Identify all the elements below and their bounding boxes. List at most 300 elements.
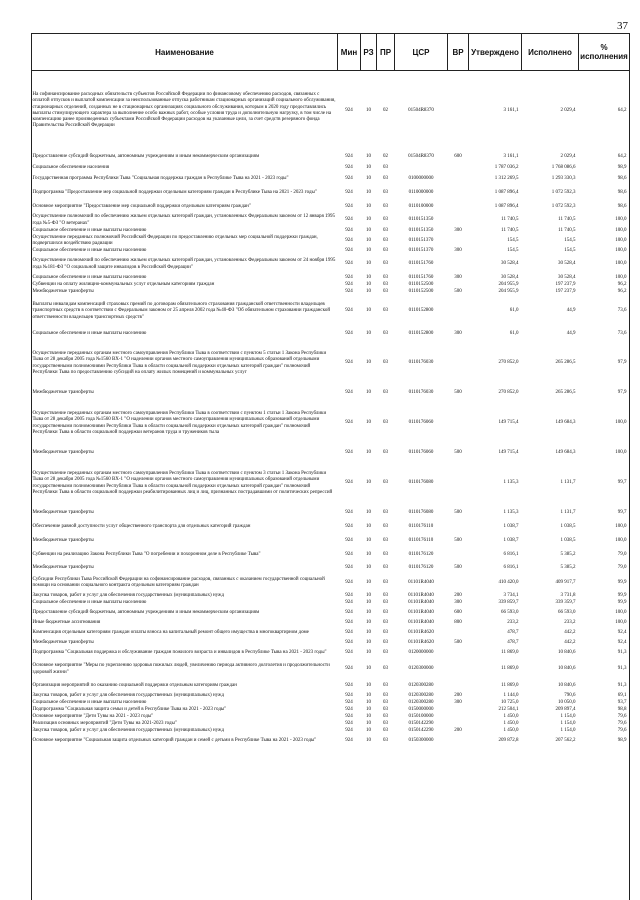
cell-name: Основное мероприятие "Дети Тувы на 2021 - 2023 годы" bbox=[32, 713, 154, 719]
cell-pr: 03 bbox=[383, 727, 388, 733]
cell-name: Социальное обеспечение и иные выплаты населению bbox=[32, 227, 147, 233]
cell-rz: 10 bbox=[366, 247, 371, 253]
cell-name: Осуществление переданных органам местного самоуправления Республики Тыва в соответствии с пунктом 1 статьи 1 Закона Республики Тыва от 28 декабря 2005 года №1560 ВХ-1 "О наделении органов местного самоуправления муниципальных образований отдельными государственными полномочиями Республики Тыва в области социальной поддержки отдельных категорий граждан" полномочий Республики Тыва в области социальной поддержки ветеранов труда и тружеников тыла bbox=[32, 411, 327, 435]
cell-vr bbox=[448, 201, 469, 214]
cell-executed: 66 593,0 bbox=[558, 609, 576, 615]
cell-executed: 1 072 592,3 bbox=[551, 189, 576, 195]
cell-executed: 10 840,6 bbox=[558, 666, 576, 672]
cell-vr: 200 bbox=[454, 727, 462, 733]
table-row bbox=[32, 201, 630, 214]
cell-vr bbox=[448, 235, 469, 248]
cell-vr: 500 bbox=[454, 510, 462, 516]
cell-executed: 409 917,7 bbox=[555, 579, 576, 585]
cell-approved: 6 816,1 bbox=[503, 564, 519, 570]
cell-approved: 204 955,9 bbox=[498, 281, 519, 287]
table-row bbox=[32, 647, 630, 660]
cell-approved: 1 450,0 bbox=[503, 720, 519, 726]
cell-percent: 97,9 bbox=[617, 360, 627, 366]
cell-pr: 03 bbox=[383, 552, 388, 558]
cell-csr: 0110176030 bbox=[408, 390, 434, 396]
cell-percent: 98,9 bbox=[617, 164, 627, 170]
cell-percent: 79,0 bbox=[617, 552, 627, 558]
cell-csr: 0110176060 bbox=[408, 450, 434, 456]
cell-percent: 79,6 bbox=[617, 720, 627, 726]
cell-pr: 03 bbox=[383, 639, 388, 645]
table-row bbox=[32, 289, 630, 296]
cell-rz: 10 bbox=[366, 649, 371, 655]
cell-min: 924 bbox=[345, 308, 353, 314]
table-row bbox=[32, 680, 630, 693]
cell-percent: 99,9 bbox=[617, 579, 627, 585]
header-vr: ВР bbox=[448, 34, 469, 71]
table-row bbox=[32, 700, 630, 707]
cell-name: Основное мероприятие "Меры по укреплению здоровья пожилых людей, увеличению периода активного долголетия и продолжительности здоровой жизни" bbox=[32, 663, 330, 675]
cell-executed: 442,2 bbox=[564, 639, 576, 645]
cell-executed: 30 528,4 bbox=[558, 261, 576, 267]
cell-rz: 10 bbox=[366, 330, 371, 336]
cell-percent: 64,2 bbox=[617, 153, 627, 159]
cell-approved: 1 787 036,2 bbox=[494, 164, 519, 170]
cell-min: 924 bbox=[345, 274, 353, 280]
cell-pr: 03 bbox=[383, 360, 388, 366]
cell-vr bbox=[448, 721, 469, 728]
cell-executed: 1 072 592,3 bbox=[551, 203, 576, 209]
cell-pr: 03 bbox=[383, 330, 388, 336]
cell-percent: 100,0 bbox=[615, 420, 627, 426]
cell-vr: 500 bbox=[454, 639, 462, 645]
cell-min: 924 bbox=[345, 153, 353, 159]
cell-min: 924 bbox=[345, 175, 353, 181]
table-header-row bbox=[32, 34, 630, 71]
cell-pr: 03 bbox=[383, 629, 388, 635]
cell-name: Субсидии Республики Тыва Российской Федерации на софинансирование расходов, связанных с оказанием государственной социальной помощи на основании социального контракта отдельным категориям граждан bbox=[32, 576, 325, 588]
cell-vr bbox=[448, 714, 469, 721]
cell-vr bbox=[448, 401, 469, 447]
cell-vr bbox=[448, 255, 469, 275]
cell-percent: 100,0 bbox=[615, 237, 627, 243]
cell-percent: 98,9 bbox=[617, 737, 627, 743]
cell-name: Межбюджетные трансферты bbox=[32, 538, 94, 544]
cell-approved: 10 725,0 bbox=[501, 699, 519, 705]
cell-csr: 0110176030 bbox=[408, 360, 434, 366]
cell-executed: 1 154,0 bbox=[560, 720, 576, 726]
cell-csr: 01101R4040 bbox=[408, 619, 434, 625]
cell-name: Основное мероприятие "Предоставление мер социальной поддержки отдельным категориям граждан" bbox=[32, 203, 251, 209]
cell-vr bbox=[448, 574, 469, 593]
cell-vr bbox=[448, 341, 469, 387]
cell-pr: 03 bbox=[383, 274, 388, 280]
cell-rz: 10 bbox=[366, 217, 371, 223]
cell-name: Субвенции на реализацию Закона Республики Тыва "О погребении и похоронном деле в Республике Тыва" bbox=[32, 552, 261, 558]
cell-vr bbox=[448, 296, 469, 328]
cell-min: 924 bbox=[345, 727, 353, 733]
cell-csr: 01504R8370 bbox=[408, 107, 434, 113]
cell-min: 924 bbox=[345, 619, 353, 625]
cell-percent: 96,2 bbox=[617, 281, 627, 287]
cell-pr: 03 bbox=[383, 480, 388, 486]
cell-executed: 149 684,3 bbox=[555, 420, 576, 426]
cell-percent: 73,6 bbox=[617, 308, 627, 314]
cell-pr: 03 bbox=[383, 510, 388, 516]
table-row bbox=[32, 714, 630, 721]
cell-pr: 03 bbox=[383, 720, 388, 726]
table-row bbox=[32, 593, 630, 600]
cell-rz: 10 bbox=[366, 203, 371, 209]
cell-name: Межбюджетные трансферты bbox=[32, 390, 94, 396]
header-rz: РЗ bbox=[361, 34, 377, 71]
cell-executed: 154,5 bbox=[564, 247, 576, 253]
cell-approved: 478,7 bbox=[507, 639, 519, 645]
cell-name: Межбюджетные трансферты bbox=[32, 510, 94, 516]
cell-csr: 0110176060 bbox=[408, 420, 434, 426]
cell-name: Подпрограмма "Социальная защита семьи и детей в Республике Тыва на 2021 - 2023 годы" bbox=[32, 706, 227, 712]
cell-pr: 03 bbox=[383, 450, 388, 456]
cell-name: Социальное обеспечение и иные выплаты населению bbox=[32, 699, 147, 705]
cell-rz: 10 bbox=[366, 706, 371, 712]
cell-pr: 03 bbox=[383, 706, 388, 712]
table-row bbox=[32, 707, 630, 714]
cell-percent: 79,6 bbox=[617, 713, 627, 719]
cell-name: Иные бюджетные ассигнования bbox=[32, 619, 101, 625]
cell-approved: 1 450,0 bbox=[503, 713, 519, 719]
cell-name: Субвенции на оплату жилищно-коммунальных услуг отдельным категориям граждан bbox=[32, 281, 215, 287]
cell-pr: 03 bbox=[383, 737, 388, 743]
cell-vr: 300 bbox=[454, 330, 462, 336]
cell-approved: 30 528,4 bbox=[501, 261, 519, 267]
cell-name: Компенсация отдельным категориям граждан оплаты взноса на капитальный ремонт общего имущества в многоквартирном доме bbox=[32, 629, 309, 635]
cell-percent: 96,2 bbox=[617, 288, 627, 294]
cell-min: 924 bbox=[345, 524, 353, 530]
cell-name: Подпрограмма "Предоставление мер социальной поддержки отдельным категориям граждан в Республике Тыва на 2021 - 2023 годы" bbox=[32, 189, 317, 195]
header-pr: ПР bbox=[377, 34, 395, 71]
table-row bbox=[32, 447, 630, 461]
cell-executed: 1 131,7 bbox=[560, 480, 576, 486]
cell-min: 924 bbox=[345, 666, 353, 672]
cell-csr: 0120300280 bbox=[408, 692, 434, 698]
table-row bbox=[32, 275, 630, 282]
cell-rz: 10 bbox=[366, 510, 371, 516]
cell-min: 924 bbox=[345, 538, 353, 544]
cell-pr: 03 bbox=[383, 692, 388, 698]
header-name: Наименование bbox=[32, 34, 338, 71]
cell-executed: 44,9 bbox=[566, 308, 576, 314]
cell-vr bbox=[448, 164, 469, 173]
table-row bbox=[32, 620, 630, 627]
cell-executed: 149 684,3 bbox=[555, 450, 576, 456]
cell-vr bbox=[448, 186, 469, 201]
cell-rz: 10 bbox=[366, 274, 371, 280]
cell-approved: 154,5 bbox=[507, 237, 519, 243]
cell-percent: 91,3 bbox=[617, 649, 627, 655]
cell-approved: 61,0 bbox=[509, 330, 519, 336]
cell-percent: 100,0 bbox=[615, 227, 627, 233]
cell-name: Обеспечение равной доступности услуг общественного транспорта для отдельных категорий граждан bbox=[32, 524, 251, 530]
cell-csr: 0110152500 bbox=[408, 281, 434, 287]
cell-min: 924 bbox=[345, 261, 353, 267]
cell-csr: 0110152800 bbox=[408, 330, 434, 336]
cell-vr bbox=[448, 521, 469, 535]
cell-rz: 10 bbox=[366, 713, 371, 719]
cell-pr: 03 bbox=[383, 524, 388, 530]
header-csr: ЦСР bbox=[395, 34, 448, 71]
cell-rz: 10 bbox=[366, 619, 371, 625]
cell-rz: 10 bbox=[366, 281, 371, 287]
cell-percent: 100,0 bbox=[615, 217, 627, 223]
cell-min: 924 bbox=[345, 450, 353, 456]
cell-name: Основное мероприятие "Социальная защита отдельных категорий граждан и семей с детьми в Республике Тыва на 2021 - 2023 годы" bbox=[32, 737, 317, 743]
cell-approved: 410 420,0 bbox=[498, 579, 519, 585]
cell-approved: 154,5 bbox=[507, 247, 519, 253]
header-executed: Исполнено bbox=[522, 34, 579, 71]
cell-csr: 0110151370 bbox=[408, 237, 434, 243]
cell-csr: 0120300280 bbox=[408, 682, 434, 688]
cell-rz: 10 bbox=[366, 480, 371, 486]
cell-min: 924 bbox=[345, 552, 353, 558]
table-row bbox=[32, 535, 630, 549]
cell-executed: 2 029,4 bbox=[560, 107, 576, 113]
cell-executed: 11 740,5 bbox=[558, 217, 576, 223]
cell-rz: 10 bbox=[366, 639, 371, 645]
cell-percent: 100,0 bbox=[615, 261, 627, 267]
cell-approved: 209 872,8 bbox=[498, 737, 519, 743]
cell-min: 924 bbox=[345, 579, 353, 585]
table-row bbox=[32, 461, 630, 507]
cell-approved: 11 740,5 bbox=[501, 217, 519, 223]
cell-vr: 800 bbox=[454, 619, 462, 625]
cell-approved: 1 087 896,4 bbox=[494, 203, 519, 209]
cell-executed: 3 731,8 bbox=[560, 592, 576, 598]
cell-csr: 01101R4620 bbox=[408, 639, 434, 645]
cell-pr: 03 bbox=[383, 564, 388, 570]
table-row bbox=[32, 721, 630, 728]
cell-rz: 10 bbox=[366, 420, 371, 426]
cell-pr: 03 bbox=[383, 420, 388, 426]
cell-percent: 79,0 bbox=[617, 564, 627, 570]
table-body bbox=[32, 71, 630, 748]
cell-pr: 03 bbox=[383, 203, 388, 209]
table-row bbox=[32, 600, 630, 607]
cell-percent: 99,7 bbox=[617, 480, 627, 486]
cell-rz: 10 bbox=[366, 599, 371, 605]
cell-vr: 300 bbox=[454, 227, 462, 233]
cell-csr: 0110176120 bbox=[408, 564, 434, 570]
cell-pr: 03 bbox=[383, 164, 388, 170]
cell-csr: 0110151760 bbox=[408, 261, 434, 267]
cell-csr: 01101R4040 bbox=[408, 599, 434, 605]
page-number: 37 bbox=[617, 20, 628, 32]
cell-percent: 98,6 bbox=[617, 189, 627, 195]
cell-rz: 10 bbox=[366, 692, 371, 698]
cell-min: 924 bbox=[345, 510, 353, 516]
cell-vr bbox=[448, 735, 469, 748]
table-row bbox=[32, 693, 630, 700]
cell-csr: 01101R4040 bbox=[408, 579, 434, 585]
cell-pr: 03 bbox=[383, 619, 388, 625]
cell-percent: 69,1 bbox=[617, 692, 627, 698]
cell-vr: 200 bbox=[454, 592, 462, 598]
cell-min: 924 bbox=[345, 330, 353, 336]
cell-pr: 03 bbox=[383, 649, 388, 655]
cell-pr: 03 bbox=[383, 308, 388, 314]
cell-name: Межбюджетные трансферты bbox=[32, 450, 94, 456]
cell-csr: 0110152800 bbox=[408, 308, 434, 314]
cell-name: Межбюджетные трансферты bbox=[32, 564, 94, 570]
cell-percent: 79,6 bbox=[617, 727, 627, 733]
cell-rz: 10 bbox=[366, 227, 371, 233]
cell-pr: 03 bbox=[383, 288, 388, 294]
cell-name: Осуществление переданных полномочий Российской Федерации по предоставлению отдельных мер социальной поддержки граждан, подвергшихся воздействию радиации bbox=[32, 234, 318, 246]
table-row bbox=[32, 71, 630, 151]
cell-name: Реализация основных мероприятий "Дети Тувы на 2021-2023 годы" bbox=[32, 720, 177, 726]
cell-pr: 03 bbox=[383, 175, 388, 181]
cell-percent: 64,2 bbox=[617, 107, 627, 113]
table-row bbox=[32, 627, 630, 640]
cell-approved: 1 450,0 bbox=[503, 727, 519, 733]
table-row bbox=[32, 387, 630, 401]
cell-rz: 10 bbox=[366, 237, 371, 243]
cell-approved: 233,2 bbox=[507, 619, 519, 625]
cell-min: 924 bbox=[345, 281, 353, 287]
cell-executed: 10 840,6 bbox=[558, 682, 576, 688]
cell-name: Закупка товаров, работ и услуг для обеспечения государственных (муниципальных) нужд bbox=[32, 592, 225, 598]
cell-approved: 212 504,1 bbox=[498, 706, 519, 712]
table-row bbox=[32, 282, 630, 289]
cell-csr: 01101R4040 bbox=[408, 609, 434, 615]
table-row bbox=[32, 549, 630, 563]
cell-name: Государственная программа Республики Тыва "Социальная поддержка граждан в Республике Тыва на 2021 - 2023 годы" bbox=[32, 175, 289, 181]
cell-rz: 10 bbox=[366, 164, 371, 170]
table-row bbox=[32, 507, 630, 521]
cell-min: 924 bbox=[345, 360, 353, 366]
cell-csr: 01504R8370 bbox=[408, 153, 434, 159]
cell-approved: 149 715,4 bbox=[498, 420, 519, 426]
cell-csr: 0120300280 bbox=[408, 699, 434, 705]
table-row bbox=[32, 214, 630, 228]
cell-executed: 790,6 bbox=[564, 692, 576, 698]
cell-rz: 10 bbox=[366, 666, 371, 672]
cell-rz: 10 bbox=[366, 288, 371, 294]
cell-pr: 03 bbox=[383, 261, 388, 267]
cell-min: 924 bbox=[345, 692, 353, 698]
cell-min: 924 bbox=[345, 564, 353, 570]
cell-pr: 03 bbox=[383, 699, 388, 705]
table-row bbox=[32, 164, 630, 173]
table-row bbox=[32, 228, 630, 235]
cell-executed: 1 293 330,3 bbox=[551, 175, 576, 181]
cell-approved: 149 715,4 bbox=[498, 450, 519, 456]
cell-min: 924 bbox=[345, 288, 353, 294]
cell-approved: 1 312 269,5 bbox=[494, 175, 519, 181]
cell-csr: 0110176120 bbox=[408, 552, 434, 558]
cell-name: Межбюджетные трансферты bbox=[32, 288, 94, 294]
cell-approved: 1 135,3 bbox=[503, 510, 519, 516]
cell-csr: 0110151350 bbox=[408, 227, 434, 233]
cell-vr: 500 bbox=[454, 538, 462, 544]
table-row bbox=[32, 173, 630, 186]
cell-percent: 100,0 bbox=[615, 619, 627, 625]
cell-approved: 11 740,5 bbox=[501, 227, 519, 233]
cell-csr: 0110176080 bbox=[408, 510, 434, 516]
cell-executed: 44,9 bbox=[566, 330, 576, 336]
cell-percent: 91,3 bbox=[617, 682, 627, 688]
cell-executed: 5 385,2 bbox=[560, 552, 576, 558]
cell-executed: 1 131,7 bbox=[560, 510, 576, 516]
cell-name: Осуществление переданных органам местного самоуправления Республики Тыва в соответствии с пунктом 3 статьи 1 Закона Республики Тыва от 28 декабря 2005 года №1560 ВХ-1 "О наделении органов местного самоуправления муниципальных образований отдельными государственными полномочиями Республики Тыва в области социальной поддержки отдельных категорий граждан" полномочий Республики Тыва в области социальной поддержки реабилитированных лиц и лиц, признанных пострадавшими от политических репрессий bbox=[32, 471, 333, 495]
cell-name: Межбюджетные трансферты bbox=[32, 639, 94, 645]
cell-rz: 10 bbox=[366, 538, 371, 544]
cell-name: Социальное обеспечение и иные выплаты населению bbox=[32, 599, 147, 605]
cell-name: Закупка товаров, работ и услуг для обеспечения государственных (муниципальных) нужд bbox=[32, 692, 225, 698]
cell-percent: 98,6 bbox=[617, 175, 627, 181]
cell-min: 924 bbox=[345, 390, 353, 396]
cell-min: 924 bbox=[345, 629, 353, 635]
cell-executed: 209 897,4 bbox=[555, 706, 576, 712]
table-row bbox=[32, 640, 630, 647]
cell-min: 924 bbox=[345, 107, 353, 113]
cell-pr: 03 bbox=[383, 599, 388, 605]
cell-min: 924 bbox=[345, 203, 353, 209]
cell-executed: 11 740,5 bbox=[558, 227, 576, 233]
cell-min: 924 bbox=[345, 713, 353, 719]
cell-min: 924 bbox=[345, 682, 353, 688]
cell-vr: 200 bbox=[454, 692, 462, 698]
cell-name: Осуществление полномочий по обеспечению жильем отдельных категорий граждан, установленных Федеральным законом от 24 ноября 1995 года №181-ФЗ "О социальной защите инвалидов в Российской Федерации" bbox=[32, 258, 336, 270]
cell-executed: 207 562,2 bbox=[555, 737, 576, 743]
cell-rz: 10 bbox=[366, 564, 371, 570]
cell-executed: 197 237,9 bbox=[555, 288, 576, 294]
cell-min: 924 bbox=[345, 737, 353, 743]
cell-approved: 1 087 896,4 bbox=[494, 189, 519, 195]
cell-csr: 0120000000 bbox=[408, 649, 434, 655]
table-row bbox=[32, 328, 630, 341]
cell-vr bbox=[448, 71, 469, 151]
cell-vr: 600 bbox=[454, 609, 462, 615]
cell-executed: 1 038,5 bbox=[560, 538, 576, 544]
cell-approved: 3 161,1 bbox=[503, 107, 519, 113]
cell-vr: 600 bbox=[454, 153, 462, 159]
cell-executed: 10 050,0 bbox=[558, 699, 576, 705]
cell-percent: 99,9 bbox=[617, 592, 627, 598]
cell-name: Социальное обеспечение и иные выплаты населению bbox=[32, 274, 147, 280]
cell-executed: 197 237,9 bbox=[555, 281, 576, 287]
cell-csr: 0110000000 bbox=[408, 189, 434, 195]
table-row bbox=[32, 248, 630, 255]
cell-min: 924 bbox=[345, 189, 353, 195]
cell-name: Осуществление полномочий по обеспечению жильем отдельных категорий граждан, установленных Федеральным законом от 12 января 1995 года №5-ФЗ "О ветеранах" bbox=[32, 214, 335, 226]
cell-min: 924 bbox=[345, 609, 353, 615]
table-row bbox=[32, 255, 630, 275]
cell-min: 924 bbox=[345, 480, 353, 486]
cell-percent: 100,0 bbox=[615, 247, 627, 253]
cell-pr: 02 bbox=[383, 107, 388, 113]
cell-pr: 02 bbox=[383, 153, 388, 159]
cell-percent: 99,7 bbox=[617, 510, 627, 516]
cell-vr bbox=[448, 549, 469, 563]
cell-pr: 03 bbox=[383, 217, 388, 223]
cell-name: На софинансирование расходных обязательств субъектов Российской Федерации по финансовому обеспечению расходов, связанных с оплатой отпусков и выплатой компенсации за неиспользованные отпуска работникам стационарных организаций социального обслуживания, стационарных отделений, созданных не в стационарных организациях социального обслуживания, которым в 2020 году предоставлялись выплаты стимулирующего характера за выполнение особо важных работ, особые условия труда и дополнительную нагрузку, в том числе на компенсацию ранее произведенных субъектами Российской Федерации расходов на указанные цели, за счет средств резервного фонда Правительства Российской Федерации bbox=[32, 92, 336, 129]
cell-csr: 0110151370 bbox=[408, 247, 434, 253]
cell-approved: 61,0 bbox=[509, 308, 519, 314]
cell-name: Осуществление переданных органам местного самоуправления Республики Тыва в соответствии с пунктом 5 статьи 1 Закона Республики Тыва от 28 декабря 2005 года №1560 ВХ-1 "О наделении органов местного самоуправления муниципальных образований отдельными государственными полномочиями Республики Тыва в области социальной поддержки отдельных категорий граждан" полномочий Республики Тыва по предоставлению субсидий на оплату жилых помещений и коммунальных услуг bbox=[32, 351, 327, 375]
cell-rz: 10 bbox=[366, 308, 371, 314]
cell-percent: 92,4 bbox=[617, 639, 627, 645]
cell-min: 924 bbox=[345, 247, 353, 253]
cell-rz: 10 bbox=[366, 524, 371, 530]
cell-rz: 10 bbox=[366, 153, 371, 159]
cell-percent: 100,0 bbox=[615, 538, 627, 544]
table-row bbox=[32, 574, 630, 593]
cell-percent: 73,6 bbox=[617, 330, 627, 336]
